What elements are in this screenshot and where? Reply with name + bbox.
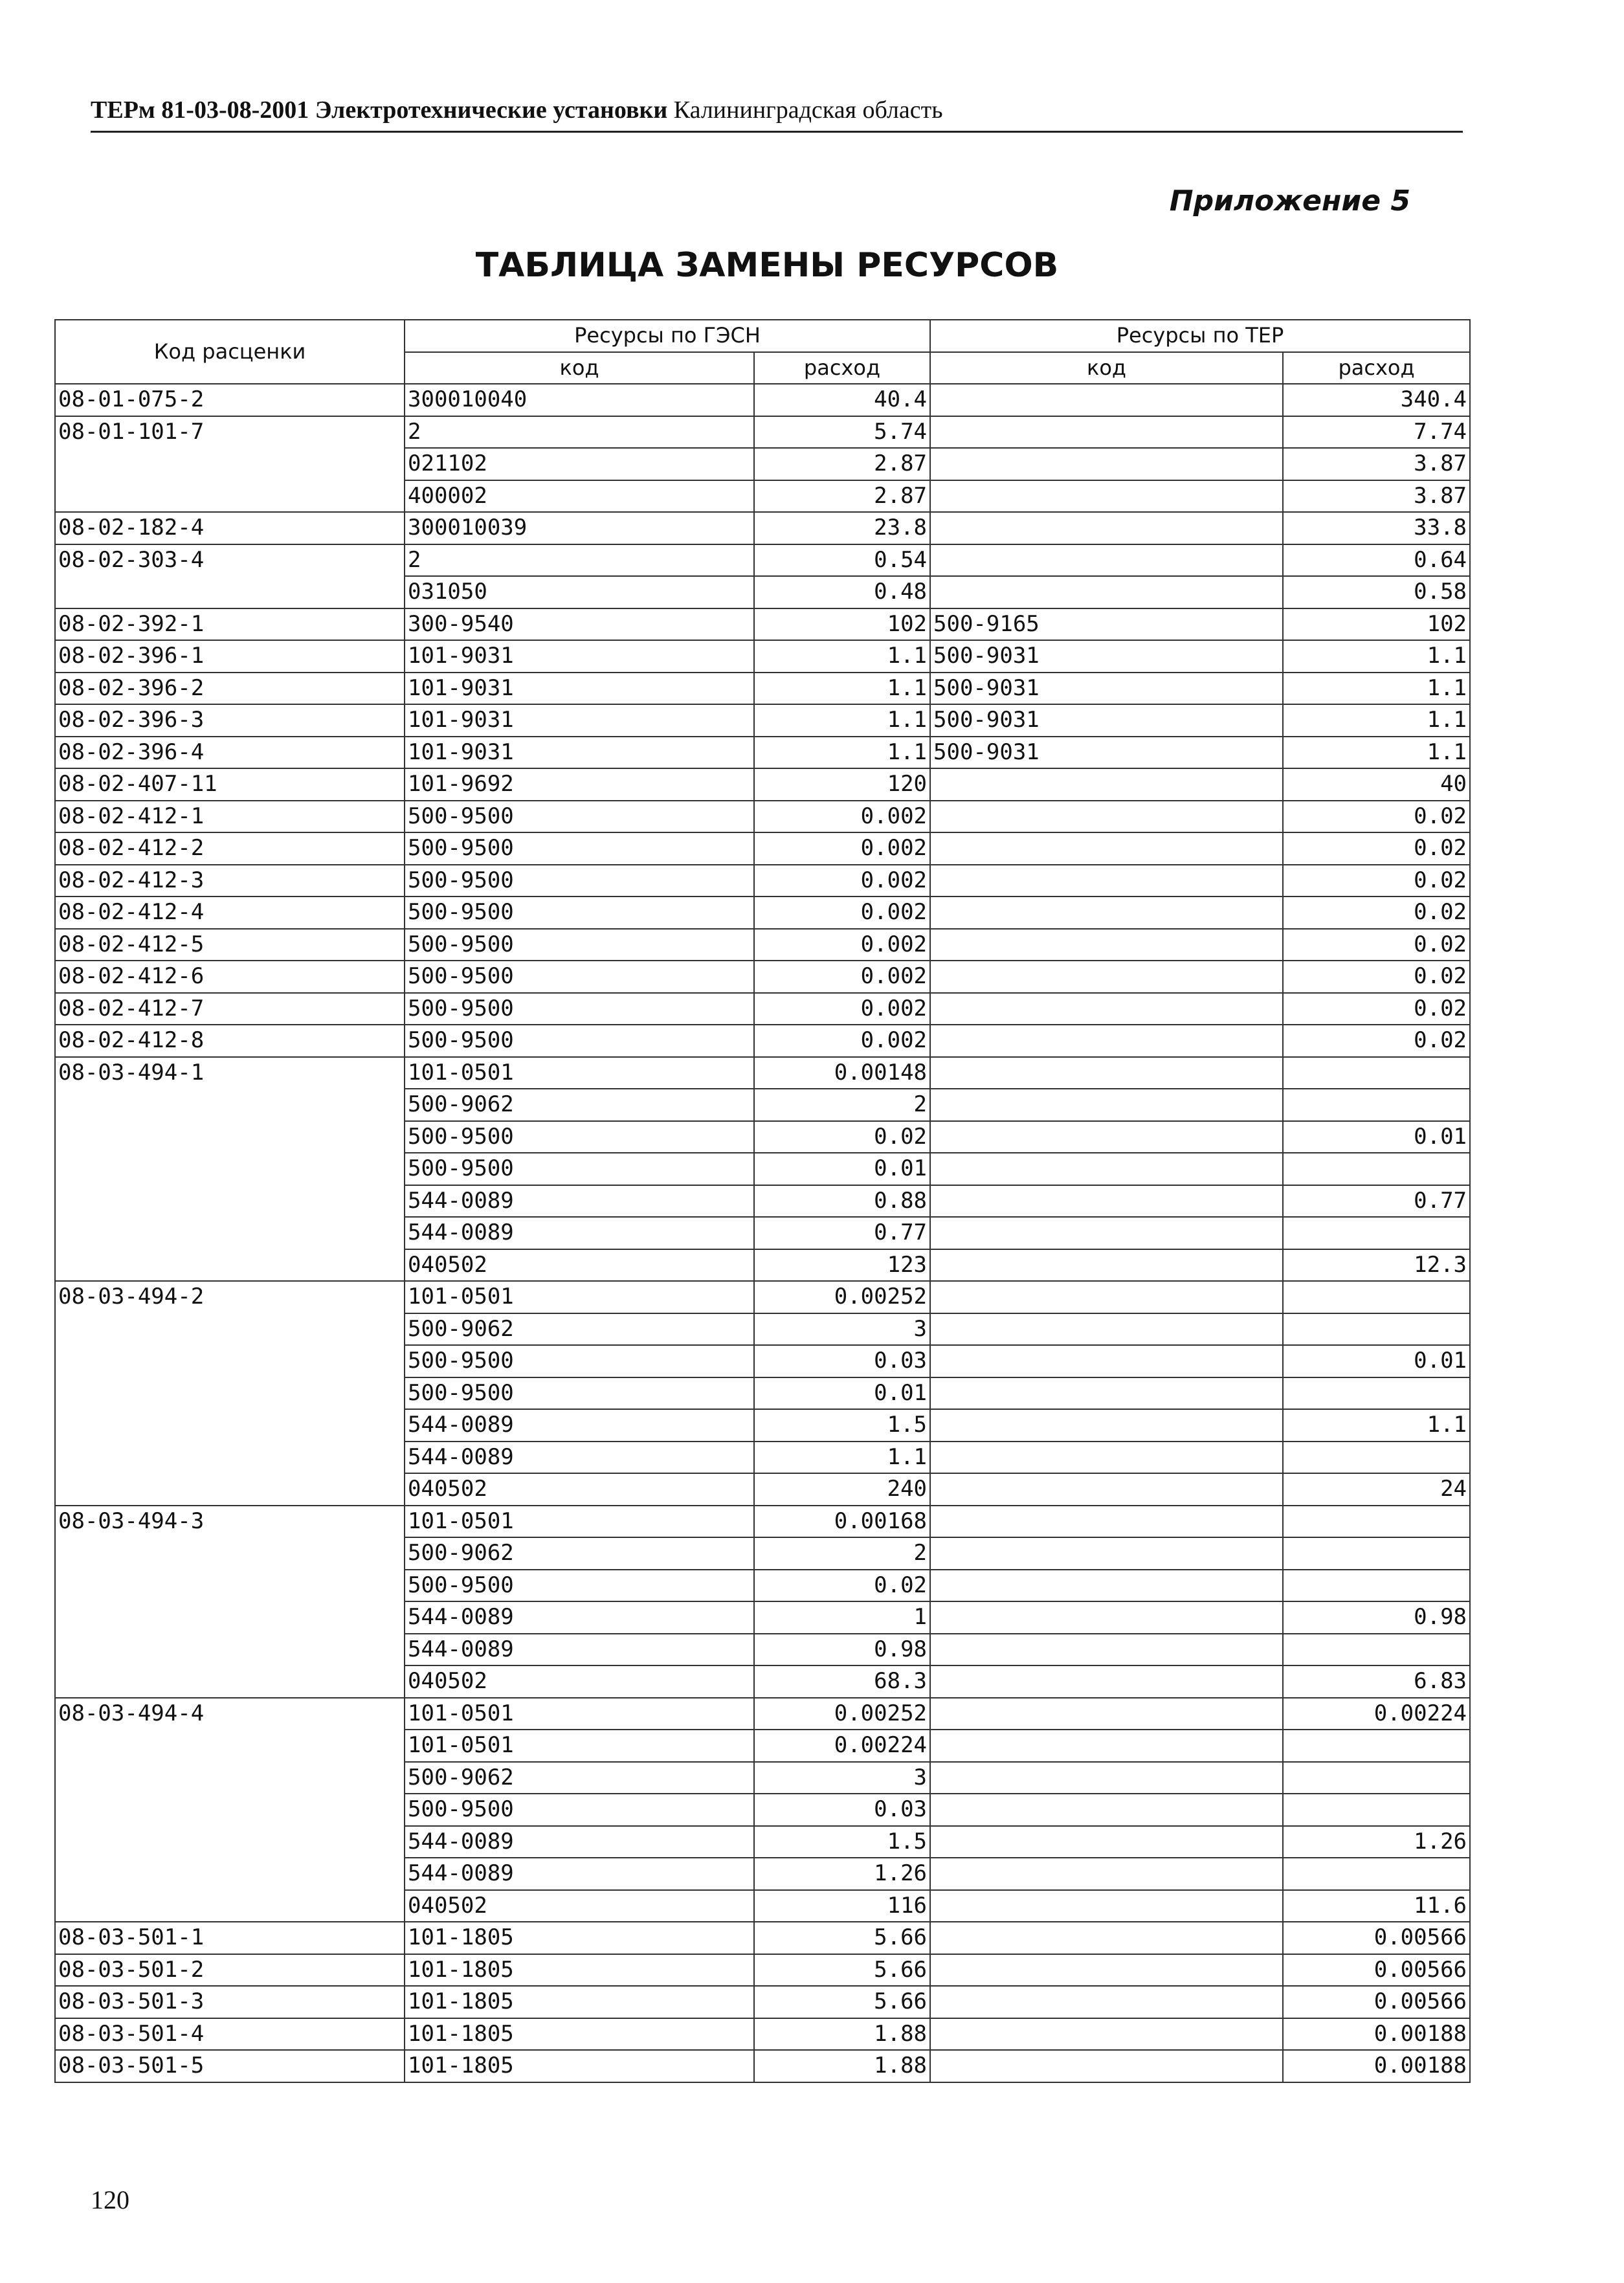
gesn-code-cell: 544-0089 xyxy=(405,1858,754,1890)
ter-code-cell xyxy=(930,1121,1283,1153)
gesn-amount-cell: 0.02 xyxy=(754,1570,930,1602)
gesn-code-cell: 500-9500 xyxy=(405,1377,754,1410)
ter-amount-cell: 3.87 xyxy=(1283,448,1470,480)
rate-code-cell: 08-02-392-1 xyxy=(55,608,405,641)
gesn-amount-cell: 102 xyxy=(754,608,930,641)
gesn-amount-cell: 3 xyxy=(754,1313,930,1346)
ter-amount-cell xyxy=(1283,1858,1470,1890)
gesn-code-cell: 101-9031 xyxy=(405,640,754,673)
gesn-amount-cell: 40.4 xyxy=(754,384,930,416)
gesn-amount-cell: 0.00168 xyxy=(754,1506,930,1538)
rate-code-cell: 08-03-501-1 xyxy=(55,1922,405,1954)
ter-code-cell xyxy=(930,544,1283,577)
ter-code-cell xyxy=(930,801,1283,833)
gesn-code-cell: 101-1805 xyxy=(405,2018,754,2051)
gesn-code-cell: 101-0501 xyxy=(405,1730,754,1762)
gesn-amount-cell: 0.03 xyxy=(754,1345,930,1377)
gesn-amount-cell: 0.02 xyxy=(754,1121,930,1153)
ter-amount-cell: 1.1 xyxy=(1283,704,1470,737)
table-row xyxy=(55,801,1470,833)
ter-amount-cell: 0.98 xyxy=(1283,1601,1470,1634)
resource-replacement-table xyxy=(54,319,1471,2083)
ter-code-cell xyxy=(930,1698,1283,1730)
rate-code-cell: 08-02-396-2 xyxy=(55,673,405,705)
table-row xyxy=(55,865,1470,897)
gesn-code-cell: 500-9500 xyxy=(405,961,754,993)
ter-amount-cell: 0.02 xyxy=(1283,801,1470,833)
ter-amount-cell xyxy=(1283,1634,1470,1666)
gesn-amount-cell: 2.87 xyxy=(754,448,930,480)
gesn-code-cell: 500-9500 xyxy=(405,832,754,865)
gesn-amount-cell: 1.1 xyxy=(754,640,930,673)
table-row xyxy=(55,416,1470,449)
gesn-amount-cell: 0.88 xyxy=(754,1185,930,1218)
gesn-amount-cell: 1.1 xyxy=(754,1442,930,1474)
ter-amount-cell: 0.00566 xyxy=(1283,1954,1470,1987)
ter-code-cell xyxy=(930,1762,1283,1794)
gesn-code-cell: 040502 xyxy=(405,1890,754,1922)
ter-amount-cell xyxy=(1283,1089,1470,1121)
ter-amount-cell xyxy=(1283,1153,1470,1185)
ter-code-cell xyxy=(930,896,1283,929)
header-ter-resources: Ресурсы по ТЕР xyxy=(930,320,1470,352)
ter-code-cell xyxy=(930,1313,1283,1346)
ter-amount-cell: 33.8 xyxy=(1283,512,1470,544)
ter-amount-cell xyxy=(1283,1506,1470,1538)
gesn-code-cell: 101-1805 xyxy=(405,1922,754,1954)
gesn-amount-cell: 5.74 xyxy=(754,416,930,449)
gesn-code-cell: 300010039 xyxy=(405,512,754,544)
gesn-amount-cell: 0.002 xyxy=(754,993,930,1025)
table-row xyxy=(55,1986,1470,2018)
ter-code-cell: 500-9031 xyxy=(930,704,1283,737)
gesn-amount-cell: 1.5 xyxy=(754,1826,930,1858)
gesn-amount-cell: 5.66 xyxy=(754,1922,930,1954)
rate-code-cell: 08-02-396-1 xyxy=(55,640,405,673)
ter-code-cell xyxy=(930,1665,1283,1698)
header-gesn-amount: расход xyxy=(754,352,930,384)
ter-code-cell xyxy=(930,512,1283,544)
ter-code-cell xyxy=(930,1249,1283,1282)
rate-code-cell: 08-02-182-4 xyxy=(55,512,405,544)
ter-amount-cell: 7.74 xyxy=(1283,416,1470,449)
ter-amount-cell xyxy=(1283,1537,1470,1570)
table-row xyxy=(55,1025,1470,1057)
rate-code-cell: 08-02-412-3 xyxy=(55,865,405,897)
ter-amount-cell: 0.00566 xyxy=(1283,1986,1470,2018)
gesn-code-cell: 021102 xyxy=(405,448,754,480)
gesn-code-cell: 101-0501 xyxy=(405,1281,754,1313)
ter-amount-cell: 0.02 xyxy=(1283,961,1470,993)
gesn-code-cell: 500-9500 xyxy=(405,1570,754,1602)
ter-code-cell xyxy=(930,1153,1283,1185)
header-region: Калининградская область xyxy=(673,96,943,124)
ter-amount-cell: 0.02 xyxy=(1283,832,1470,865)
rate-code-cell: 08-03-501-4 xyxy=(55,2018,405,2051)
gesn-code-cell: 101-1805 xyxy=(405,1986,754,2018)
rate-code-cell: 08-03-501-2 xyxy=(55,1954,405,1987)
table-row xyxy=(55,384,1470,416)
gesn-code-cell: 040502 xyxy=(405,1665,754,1698)
appendix-label: Приложение 5 xyxy=(1169,184,1410,217)
gesn-code-cell: 500-9062 xyxy=(405,1762,754,1794)
ter-code-cell xyxy=(930,448,1283,480)
gesn-code-cell: 2 xyxy=(405,544,754,577)
gesn-amount-cell: 0.03 xyxy=(754,1794,930,1826)
ter-code-cell xyxy=(930,1089,1283,1121)
gesn-code-cell: 500-9500 xyxy=(405,1345,754,1377)
ter-amount-cell: 0.00188 xyxy=(1283,2050,1470,2082)
rate-code-cell: 08-02-412-4 xyxy=(55,896,405,929)
rate-code-cell: 08-02-412-1 xyxy=(55,801,405,833)
gesn-amount-cell: 0.002 xyxy=(754,961,930,993)
table-row xyxy=(55,1057,1470,1089)
ter-amount-cell: 1.1 xyxy=(1283,640,1470,673)
header-document-code: ТЕРм 81-03-08-2001 Электротехнические установки xyxy=(91,96,668,124)
header-gesn-code: код xyxy=(405,352,754,384)
table-row xyxy=(55,1506,1470,1538)
gesn-code-cell: 040502 xyxy=(405,1473,754,1506)
gesn-code-cell: 544-0089 xyxy=(405,1409,754,1442)
gesn-code-cell: 500-9062 xyxy=(405,1537,754,1570)
rate-code-cell: 08-02-412-7 xyxy=(55,993,405,1025)
ter-code-cell xyxy=(930,1890,1283,1922)
rate-code-cell: 08-02-407-11 xyxy=(55,768,405,801)
ter-amount-cell: 11.6 xyxy=(1283,1890,1470,1922)
ter-code-cell xyxy=(930,1409,1283,1442)
rate-code-cell: 08-03-494-2 xyxy=(55,1281,405,1506)
gesn-amount-cell: 0.00252 xyxy=(754,1698,930,1730)
table-row xyxy=(55,640,1470,673)
gesn-amount-cell: 5.66 xyxy=(754,1986,930,2018)
gesn-amount-cell: 0.48 xyxy=(754,576,930,608)
ter-amount-cell: 1.26 xyxy=(1283,1826,1470,1858)
gesn-code-cell: 500-9062 xyxy=(405,1313,754,1346)
gesn-code-cell: 400002 xyxy=(405,480,754,513)
ter-amount-cell xyxy=(1283,1057,1470,1089)
ter-code-cell xyxy=(930,576,1283,608)
ter-code-cell xyxy=(930,1730,1283,1762)
gesn-amount-cell: 0.00252 xyxy=(754,1281,930,1313)
ter-code-cell xyxy=(930,1217,1283,1249)
gesn-code-cell: 101-1805 xyxy=(405,1954,754,1987)
table-row xyxy=(55,704,1470,737)
gesn-code-cell: 101-9692 xyxy=(405,768,754,801)
gesn-code-cell: 500-9500 xyxy=(405,1025,754,1057)
rate-code-cell: 08-01-101-7 xyxy=(55,416,405,513)
ter-amount-cell: 0.00188 xyxy=(1283,2018,1470,2051)
gesn-amount-cell: 1.1 xyxy=(754,673,930,705)
rate-code-cell: 08-02-412-6 xyxy=(55,961,405,993)
ter-code-cell xyxy=(930,480,1283,513)
gesn-code-cell: 500-9500 xyxy=(405,801,754,833)
ter-amount-cell: 1.1 xyxy=(1283,1409,1470,1442)
gesn-amount-cell: 2.87 xyxy=(754,480,930,513)
ter-code-cell xyxy=(930,832,1283,865)
gesn-code-cell: 500-9500 xyxy=(405,896,754,929)
gesn-amount-cell: 1.1 xyxy=(754,737,930,769)
gesn-amount-cell: 0.98 xyxy=(754,1634,930,1666)
ter-amount-cell: 24 xyxy=(1283,1473,1470,1506)
table-row xyxy=(55,929,1470,961)
ter-amount-cell xyxy=(1283,1762,1470,1794)
gesn-code-cell: 101-9031 xyxy=(405,704,754,737)
gesn-code-cell: 544-0089 xyxy=(405,1217,754,1249)
ter-code-cell xyxy=(930,1442,1283,1474)
table-row xyxy=(55,1922,1470,1954)
gesn-code-cell: 040502 xyxy=(405,1249,754,1282)
gesn-code-cell: 500-9500 xyxy=(405,929,754,961)
gesn-code-cell: 101-9031 xyxy=(405,673,754,705)
ter-amount-cell: 40 xyxy=(1283,768,1470,801)
gesn-amount-cell: 120 xyxy=(754,768,930,801)
rate-code-cell: 08-02-412-8 xyxy=(55,1025,405,1057)
ter-amount-cell: 102 xyxy=(1283,608,1470,641)
table-row xyxy=(55,737,1470,769)
ter-code-cell xyxy=(930,929,1283,961)
ter-code-cell xyxy=(930,1473,1283,1506)
gesn-code-cell: 031050 xyxy=(405,576,754,608)
ter-code-cell xyxy=(930,1570,1283,1602)
rate-code-cell: 08-03-494-3 xyxy=(55,1506,405,1698)
table-row xyxy=(55,2018,1470,2051)
gesn-code-cell: 2 xyxy=(405,416,754,449)
gesn-code-cell: 500-9500 xyxy=(405,865,754,897)
rate-code-cell: 08-02-396-3 xyxy=(55,704,405,737)
ter-code-cell: 500-9165 xyxy=(930,608,1283,641)
ter-amount-cell xyxy=(1283,1217,1470,1249)
ter-code-cell xyxy=(930,1506,1283,1538)
running-header xyxy=(91,97,1463,133)
gesn-code-cell: 500-9062 xyxy=(405,1089,754,1121)
gesn-code-cell: 544-0089 xyxy=(405,1185,754,1218)
ter-code-cell: 500-9031 xyxy=(930,673,1283,705)
ter-code-cell xyxy=(930,1377,1283,1410)
ter-code-cell xyxy=(930,2018,1283,2051)
table-row xyxy=(55,832,1470,865)
rate-code-cell: 08-03-501-5 xyxy=(55,2050,405,2082)
gesn-amount-cell: 1 xyxy=(754,1601,930,1634)
table-row xyxy=(55,1698,1470,1730)
ter-code-cell xyxy=(930,1281,1283,1313)
ter-amount-cell: 12.3 xyxy=(1283,1249,1470,1282)
ter-code-cell xyxy=(930,1826,1283,1858)
ter-code-cell xyxy=(930,993,1283,1025)
ter-amount-cell: 0.01 xyxy=(1283,1121,1470,1153)
ter-amount-cell: 0.02 xyxy=(1283,993,1470,1025)
ter-amount-cell xyxy=(1283,1730,1470,1762)
table-row xyxy=(55,512,1470,544)
ter-amount-cell: 1.1 xyxy=(1283,673,1470,705)
ter-code-cell xyxy=(930,1185,1283,1218)
gesn-amount-cell: 0.01 xyxy=(754,1153,930,1185)
ter-amount-cell: 0.01 xyxy=(1283,1345,1470,1377)
ter-amount-cell: 6.83 xyxy=(1283,1665,1470,1698)
gesn-amount-cell: 1.88 xyxy=(754,2018,930,2051)
ter-code-cell xyxy=(930,1634,1283,1666)
rate-code-cell: 08-03-494-4 xyxy=(55,1698,405,1922)
gesn-amount-cell: 23.8 xyxy=(754,512,930,544)
ter-amount-cell: 0.00566 xyxy=(1283,1922,1470,1954)
ter-amount-cell: 0.02 xyxy=(1283,1025,1470,1057)
gesn-code-cell: 500-9500 xyxy=(405,1121,754,1153)
gesn-code-cell: 300-9540 xyxy=(405,608,754,641)
ter-amount-cell: 0.02 xyxy=(1283,896,1470,929)
ter-code-cell xyxy=(930,961,1283,993)
ter-amount-cell: 340.4 xyxy=(1283,384,1470,416)
rate-code-cell: 08-02-412-2 xyxy=(55,832,405,865)
gesn-amount-cell: 0.002 xyxy=(754,832,930,865)
table-row xyxy=(55,1281,1470,1313)
gesn-code-cell: 544-0089 xyxy=(405,1442,754,1474)
gesn-amount-cell: 0.54 xyxy=(754,544,930,577)
table-row xyxy=(55,608,1470,641)
ter-amount-cell xyxy=(1283,1442,1470,1474)
gesn-amount-cell: 0.01 xyxy=(754,1377,930,1410)
ter-code-cell xyxy=(930,1537,1283,1570)
ter-code-cell xyxy=(930,1794,1283,1826)
ter-amount-cell: 0.02 xyxy=(1283,865,1470,897)
ter-code-cell xyxy=(930,1025,1283,1057)
page-title: ТАБЛИЦА ЗАМЕНЫ РЕСУРСОВ xyxy=(475,246,1059,285)
gesn-code-cell: 544-0089 xyxy=(405,1826,754,1858)
ter-amount-cell: 0.02 xyxy=(1283,929,1470,961)
gesn-code-cell: 101-0501 xyxy=(405,1057,754,1089)
ter-amount-cell xyxy=(1283,1377,1470,1410)
table-body xyxy=(55,384,1470,2082)
ter-amount-cell: 1.1 xyxy=(1283,737,1470,769)
gesn-amount-cell: 1.5 xyxy=(754,1409,930,1442)
gesn-amount-cell: 0.002 xyxy=(754,896,930,929)
ter-code-cell xyxy=(930,1345,1283,1377)
gesn-code-cell: 101-1805 xyxy=(405,2050,754,2082)
ter-amount-cell: 0.58 xyxy=(1283,576,1470,608)
gesn-amount-cell: 5.66 xyxy=(754,1954,930,1987)
ter-amount-cell xyxy=(1283,1570,1470,1602)
gesn-amount-cell: 1.1 xyxy=(754,704,930,737)
ter-code-cell xyxy=(930,768,1283,801)
table-row xyxy=(55,961,1470,993)
table-row xyxy=(55,896,1470,929)
gesn-code-cell: 101-9031 xyxy=(405,737,754,769)
gesn-code-cell: 300010040 xyxy=(405,384,754,416)
ter-code-cell xyxy=(930,416,1283,449)
ter-code-cell xyxy=(930,384,1283,416)
ter-code-cell xyxy=(930,865,1283,897)
table-row xyxy=(55,673,1470,705)
table-row xyxy=(55,544,1470,577)
rate-code-cell: 08-03-494-1 xyxy=(55,1057,405,1282)
header-gesn-resources: Ресурсы по ГЭСН xyxy=(405,320,930,352)
header-ter-code: код xyxy=(930,352,1283,384)
ter-code-cell xyxy=(930,1954,1283,1987)
ter-code-cell xyxy=(930,1057,1283,1089)
gesn-amount-cell: 1.26 xyxy=(754,1858,930,1890)
ter-amount-cell: 0.00224 xyxy=(1283,1698,1470,1730)
rate-code-cell: 08-02-412-5 xyxy=(55,929,405,961)
gesn-amount-cell: 0.002 xyxy=(754,865,930,897)
gesn-code-cell: 101-0501 xyxy=(405,1698,754,1730)
rate-code-cell: 08-03-501-3 xyxy=(55,1986,405,2018)
gesn-amount-cell: 2 xyxy=(754,1089,930,1121)
gesn-amount-cell: 0.00224 xyxy=(754,1730,930,1762)
gesn-amount-cell: 116 xyxy=(754,1890,930,1922)
ter-code-cell xyxy=(930,2050,1283,2082)
rate-code-cell: 08-02-396-4 xyxy=(55,737,405,769)
ter-amount-cell xyxy=(1283,1281,1470,1313)
gesn-amount-cell: 1.88 xyxy=(754,2050,930,2082)
gesn-code-cell: 500-9500 xyxy=(405,993,754,1025)
ter-amount-cell xyxy=(1283,1313,1470,1346)
ter-code-cell xyxy=(930,1858,1283,1890)
gesn-amount-cell: 2 xyxy=(754,1537,930,1570)
ter-code-cell: 500-9031 xyxy=(930,737,1283,769)
gesn-amount-cell: 240 xyxy=(754,1473,930,1506)
gesn-code-cell: 544-0089 xyxy=(405,1601,754,1634)
ter-code-cell: 500-9031 xyxy=(930,640,1283,673)
table-row xyxy=(55,993,1470,1025)
header-ter-amount: расход xyxy=(1283,352,1470,384)
rate-code-cell: 08-01-075-2 xyxy=(55,384,405,416)
gesn-amount-cell: 0.002 xyxy=(754,929,930,961)
ter-code-cell xyxy=(930,1922,1283,1954)
gesn-code-cell: 101-0501 xyxy=(405,1506,754,1538)
ter-code-cell xyxy=(930,1601,1283,1634)
gesn-amount-cell: 3 xyxy=(754,1762,930,1794)
gesn-amount-cell: 0.002 xyxy=(754,1025,930,1057)
rate-code-cell: 08-02-303-4 xyxy=(55,544,405,608)
gesn-code-cell: 544-0089 xyxy=(405,1634,754,1666)
gesn-amount-cell: 0.00148 xyxy=(754,1057,930,1089)
gesn-amount-cell: 0.002 xyxy=(754,801,930,833)
gesn-code-cell: 500-9500 xyxy=(405,1794,754,1826)
gesn-code-cell: 500-9500 xyxy=(405,1153,754,1185)
gesn-amount-cell: 0.77 xyxy=(754,1217,930,1249)
table-row xyxy=(55,1954,1470,1987)
ter-amount-cell: 0.77 xyxy=(1283,1185,1470,1218)
ter-amount-cell: 0.64 xyxy=(1283,544,1470,577)
header-rate-code: Код расценки xyxy=(55,320,405,384)
ter-amount-cell xyxy=(1283,1794,1470,1826)
table-row xyxy=(55,2050,1470,2082)
table-row xyxy=(55,768,1470,801)
gesn-amount-cell: 123 xyxy=(754,1249,930,1282)
gesn-amount-cell: 68.3 xyxy=(754,1665,930,1698)
ter-amount-cell: 3.87 xyxy=(1283,480,1470,513)
ter-code-cell xyxy=(930,1986,1283,2018)
page-number: 120 xyxy=(91,2185,129,2214)
